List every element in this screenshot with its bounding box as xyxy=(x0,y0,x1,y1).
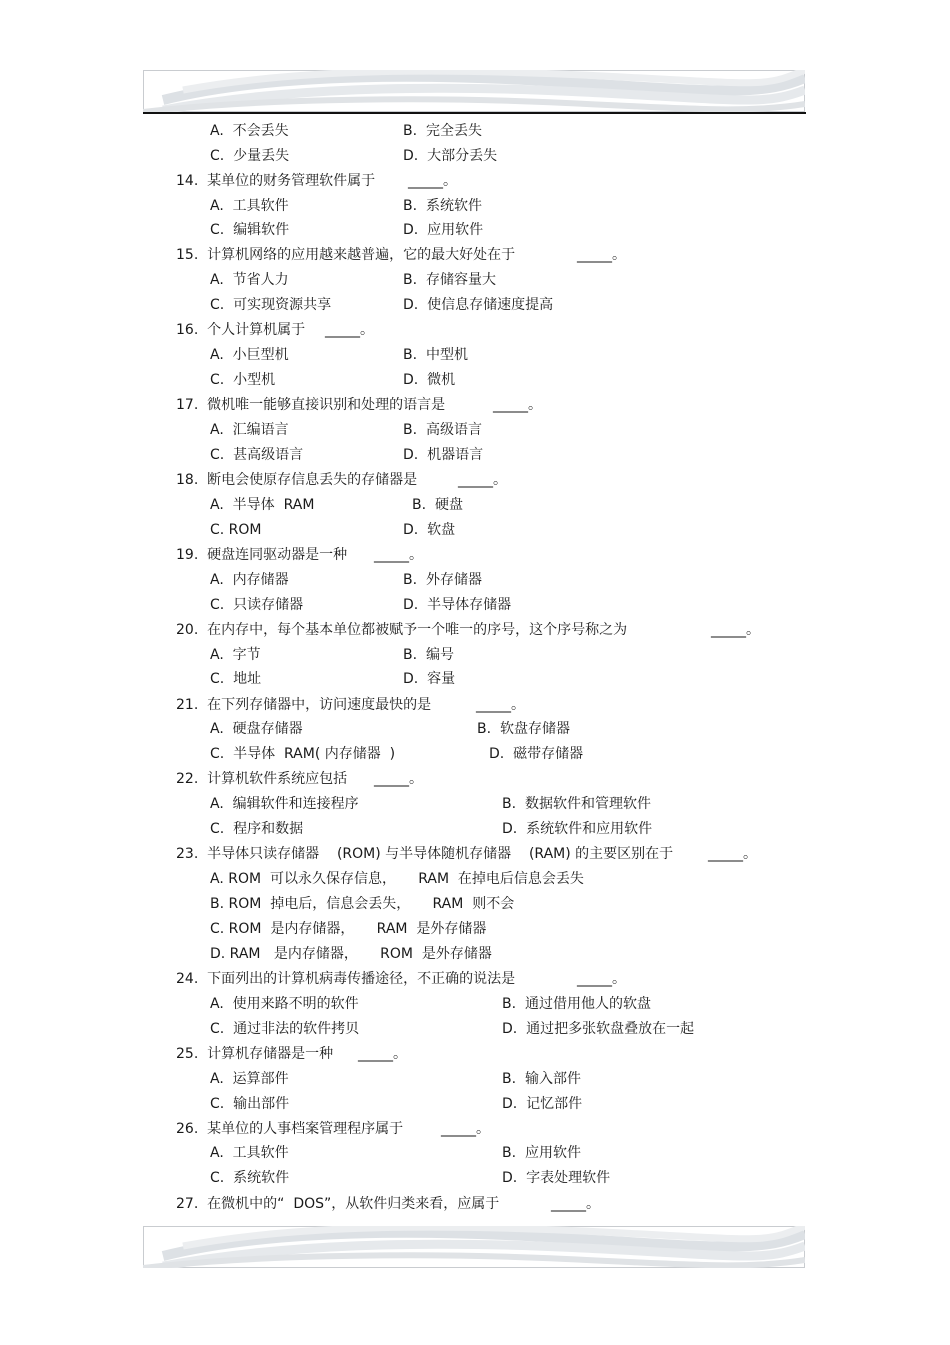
line-text-secondary: D. 半导体存储器 xyxy=(403,597,512,613)
footer-wave-graphic xyxy=(143,1226,805,1268)
line-text: C. 甚高级语言 xyxy=(210,447,304,463)
line-text: A. 使用来路不明的软件 xyxy=(210,996,359,1012)
line-text-secondary: _____。 xyxy=(493,397,542,413)
line-text: 15. 计算机网络的应用越来越普遍，它的最大好处在于 xyxy=(176,247,516,263)
line-text-secondary: D. 大部分丢失 xyxy=(403,148,498,164)
line-text: A. 运算部件 xyxy=(210,1071,289,1087)
line-text: 21. 在下列存储器中，访问速度最快的是 xyxy=(176,697,432,713)
line-text: 24. 下面列出的计算机病毒传播途径，不正确的说法是 xyxy=(176,971,516,987)
line-text-secondary: D. 字表处理软件 xyxy=(502,1170,611,1186)
line-text-secondary: B. 输入部件 xyxy=(502,1071,581,1087)
line-text: C. 地址 xyxy=(210,671,262,687)
line-text-secondary: D. 使信息存储速度提高 xyxy=(403,297,554,313)
line-text-secondary: _____。 xyxy=(325,322,374,338)
line-text: A. 小巨型机 xyxy=(210,347,289,363)
line-text: B. ROM 掉电后，信息会丢失， RAM 则不会 xyxy=(210,896,515,912)
header-rule xyxy=(143,112,806,114)
line-text: A. 汇编语言 xyxy=(210,422,289,438)
line-text: C. 通过非法的软件拷贝 xyxy=(210,1021,360,1037)
line-text: A. 工具软件 xyxy=(210,198,289,214)
line-text-secondary: B. 数据软件和管理软件 xyxy=(502,796,651,812)
header-banner xyxy=(143,70,805,112)
line-text-secondary: _____。 xyxy=(358,1046,407,1062)
line-text-secondary: B. 编号 xyxy=(403,647,454,663)
line-text-secondary: D. 磁带存储器 xyxy=(489,746,584,762)
line-text-secondary: B. 外存储器 xyxy=(403,572,482,588)
line-text: C. ROM 是内存储器， RAM 是外存储器 xyxy=(210,921,487,937)
line-text: 25. 计算机存储器是一种 xyxy=(176,1046,334,1062)
line-text-secondary: _____。 xyxy=(458,472,507,488)
line-text: C. 只读存储器 xyxy=(210,597,304,613)
line-text: C. 小型机 xyxy=(210,372,276,388)
line-text: 17. 微机唯一能够直接识别和处理的语言是 xyxy=(176,397,446,413)
line-text: 22. 计算机软件系统应包括 xyxy=(176,771,348,787)
line-text-secondary: D. 系统软件和应用软件 xyxy=(502,821,653,837)
line-text-secondary: B. 通过借用他人的软盘 xyxy=(502,996,651,1012)
line-text: D. RAM 是内存储器， ROM 是外存储器 xyxy=(210,946,492,962)
line-text-secondary: _____。 xyxy=(577,971,626,987)
line-text: C. 可实现资源共享 xyxy=(210,297,332,313)
line-text-secondary: D. 容量 xyxy=(403,671,456,687)
line-text: 26. 某单位的人事档案管理程序属于 xyxy=(176,1121,404,1137)
line-text: 14. 某单位的财务管理软件属于 xyxy=(176,173,376,189)
line-text-secondary: B. 高级语言 xyxy=(403,422,482,438)
line-text: C. 系统软件 xyxy=(210,1170,290,1186)
line-text: 19. 硬盘连同驱动器是一种 xyxy=(176,547,348,563)
line-text: C. 程序和数据 xyxy=(210,821,304,837)
line-text: A. ROM 可以永久保存信息， RAM 在掉电后信息会丢失 xyxy=(210,871,584,887)
line-text-secondary: _____。 xyxy=(441,1121,490,1137)
line-text: 16. 个人计算机属于 xyxy=(176,322,306,338)
line-text: A. 内存储器 xyxy=(210,572,289,588)
footer-banner xyxy=(143,1226,805,1268)
line-text-secondary: D. 机器语言 xyxy=(403,447,484,463)
line-text: C. 输出部件 xyxy=(210,1096,290,1112)
line-text: C. 编辑软件 xyxy=(210,222,290,238)
line-text: C. ROM xyxy=(210,522,262,538)
header-wave-graphic xyxy=(143,70,805,112)
line-text: A. 硬盘存储器 xyxy=(210,721,303,737)
line-text-secondary: _____。 xyxy=(711,622,760,638)
line-text-secondary: B. 存储容量大 xyxy=(403,272,496,288)
line-text-secondary: B. 软盘存储器 xyxy=(477,721,570,737)
line-text-secondary: D. 记忆部件 xyxy=(502,1096,583,1112)
line-text: C. 半导体 RAM( 内存储器 ) xyxy=(210,746,396,762)
line-text: A. 字节 xyxy=(210,647,261,663)
line-text: A. 节省人力 xyxy=(210,272,289,288)
line-text: A. 编辑软件和连接程序 xyxy=(210,796,359,812)
line-text-secondary: D. 微机 xyxy=(403,372,456,388)
line-text-secondary: D. 应用软件 xyxy=(403,222,484,238)
line-text-secondary: B. 完全丢失 xyxy=(403,123,482,139)
line-text-secondary: D. 通过把多张软盘叠放在一起 xyxy=(502,1021,695,1037)
line-text-secondary: _____。 xyxy=(408,173,457,189)
line-text-secondary: _____。 xyxy=(577,247,626,263)
line-text-secondary: _____。 xyxy=(374,771,423,787)
line-text: A. 不会丢失 xyxy=(210,123,289,139)
line-text-secondary: D. 软盘 xyxy=(403,522,456,538)
line-text: 23. 半导体只读存储器 (ROM) 与半导体随机存储器 (RAM) 的主要区别在于 xyxy=(176,846,674,862)
line-text: 20. 在内存中，每个基本单位都被赋予一个唯一的序号，这个序号称之为 xyxy=(176,622,628,638)
line-text: 27. 在微机中的“ DOS”，从软件归类来看，应属于 xyxy=(176,1196,500,1212)
line-text: A. 半导体 RAM xyxy=(210,497,315,513)
line-text-secondary: B. 应用软件 xyxy=(502,1145,581,1161)
line-text-secondary: B. 系统软件 xyxy=(403,198,482,214)
line-text: 18. 断电会使原存信息丢失的存储器是 xyxy=(176,472,418,488)
line-text: C. 少量丢失 xyxy=(210,148,290,164)
line-text-secondary: _____。 xyxy=(374,547,423,563)
line-text-secondary: _____。 xyxy=(551,1196,600,1212)
line-text-secondary: _____。 xyxy=(476,697,525,713)
line-text-secondary: B. 中型机 xyxy=(403,347,468,363)
line-text-secondary: B. 硬盘 xyxy=(412,497,463,513)
line-text: A. 工具软件 xyxy=(210,1145,289,1161)
line-text-secondary: _____。 xyxy=(708,846,757,862)
